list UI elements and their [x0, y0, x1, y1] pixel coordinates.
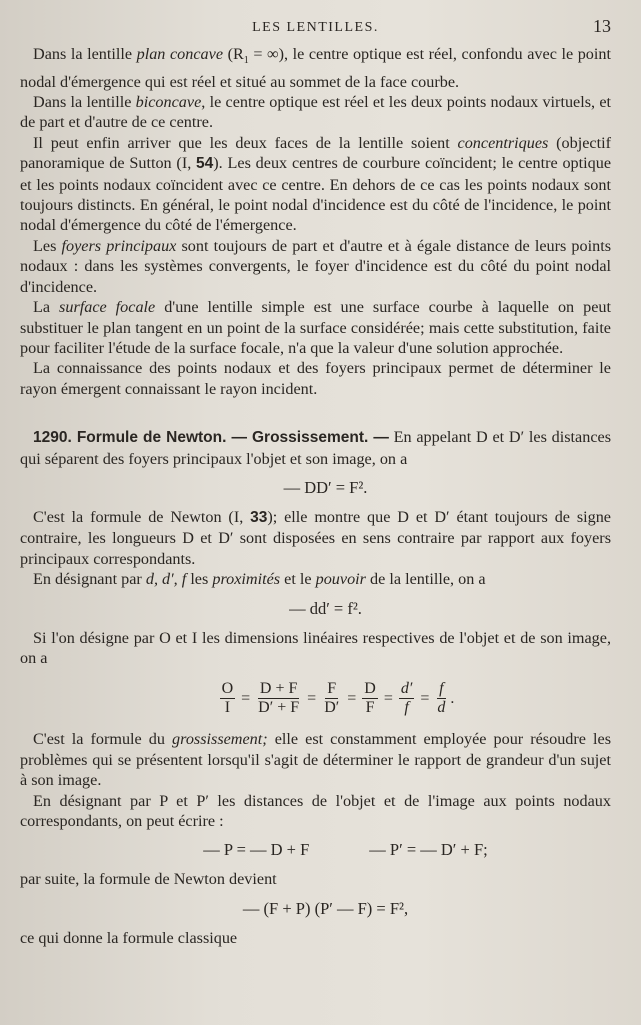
- equation-newton-nodal: — (F + P) (P′ — F) = F²,: [242, 898, 409, 918]
- paragraph-newton-formula: C'est la formule de Newton (I, 33); elle montre que D et D′ étant toujours de signe contraire, les longueurs D et D′ sont disposées en sens contraire par rapport aux foyers principaux correspondants.: [20, 507, 611, 568]
- section-heading: 1290. Formule de Newton. — Grossissement. —: [33, 429, 389, 447]
- paragraph-proximites: En désignant par d, d′, f les proximités et le pouvoir de la lentille, on a: [33, 570, 486, 589]
- equation-distances: — P = — D + F — P′ = — D′ + F;: [203, 840, 488, 860]
- running-title: LES LENTILLES.: [252, 20, 379, 35]
- fraction: $\frac{O}{I}$: [221, 680, 234, 717]
- page-number: 13: [593, 16, 611, 36]
- paragraph-nodal-distances: En désignant par P et P′ les distances de l'objet et de l'image aux points nodaux correspondants, on peut écrire :: [20, 791, 611, 831]
- paragraph-dimensions: Si l'on désigne par O et I les dimensions linéaires respectives de l'objet et de son image, on a: [20, 628, 611, 667]
- paragraph-plan-concave: Dans la lentille plan concave ($R_1$ = ∞), le centre optique est réel, confondu avec le point nodal d'émergence qui est réel et situé au sommet de la face courbe.: [20, 45, 611, 91]
- paragraph-magnification: C'est la formule du grossissement; elle est constamment employée pour résoudre les problèmes qui se présentent lorsqu'il s'agit de déterminer le rapport de grandeur d'un sujet à son image.: [20, 730, 612, 790]
- page-header: [20, 14, 611, 44]
- fraction: $\frac{D + F}{D' + F}$: [258, 680, 300, 717]
- fraction: $\frac{d'}{f}$: [400, 680, 413, 717]
- equation-newton: — DD′ = F².: [283, 477, 368, 497]
- paragraph-biconcave: Dans la lentille biconcave, le centre optique est réel et les deux points nodaux virtuels, et de part et d'autre de ce centre.: [20, 93, 611, 132]
- section-1290: 1290. Formule de Newton. — Grossissement. — En appelant D et D′ les distances qui séparent des foyers principaux l'objet et son image, on a: [20, 428, 612, 468]
- fraction: $\frac{f}{d}$: [437, 680, 446, 717]
- paragraph-newton-becomes: par suite, la formule de Newton devient: [20, 870, 277, 889]
- equation-proximites: — dd′ = f².: [289, 598, 362, 618]
- paragraph-principal-foci: Les foyers principaux sont toujours de part et d'autre et à égale distance de leurs points nodaux : dans les systèmes convergents, le foyer d'incidence est du côté du point nodal d'incidence.: [20, 236, 611, 296]
- equation-magnification: $\frac{O}{I}$ = $\frac{D + F}{D' + F}$ = $\frac{F}{D'}$ = $\frac{D}{F}$ = $\frac{d'}{f}$ = $\frac{f}{d}$ .: [221, 680, 455, 717]
- fraction: $\frac{F}{D'}$: [324, 680, 340, 717]
- paragraph-focal-surface: La surface focale d'une lentille simple est une surface courbe à laquelle on peut substituer le plan tangent en un point de la surface considérée; mais cette substitution, faite pour faciliter l'étude de la surface focale, n'a que la valeur d'une solution approchée.: [20, 298, 611, 357]
- paragraph-classic-formula: ce qui donne la formule classique: [20, 928, 238, 947]
- fraction: $\frac{D}{F}$: [364, 680, 376, 717]
- paragraph-concentric: Il peut enfin arriver que les deux faces de la lentille soient concentriques (objectif panoramique de Sutton (I, 54). Les deux centres de courbure coïncident; le centre optique et les points nodaux coïncident avec ce centre. En dehors de ce cas les points nodaux sont toujours distincts. En général, le point nodal d'incidence est du côté de l'incidence, le point nodal d'émergence du côté de l'émergence.: [20, 133, 612, 235]
- paragraph-emergent-ray: La connaissance des points nodaux et des foyers principaux permet de déterminer le rayon émergent connaissant le rayon incident.: [20, 359, 611, 398]
